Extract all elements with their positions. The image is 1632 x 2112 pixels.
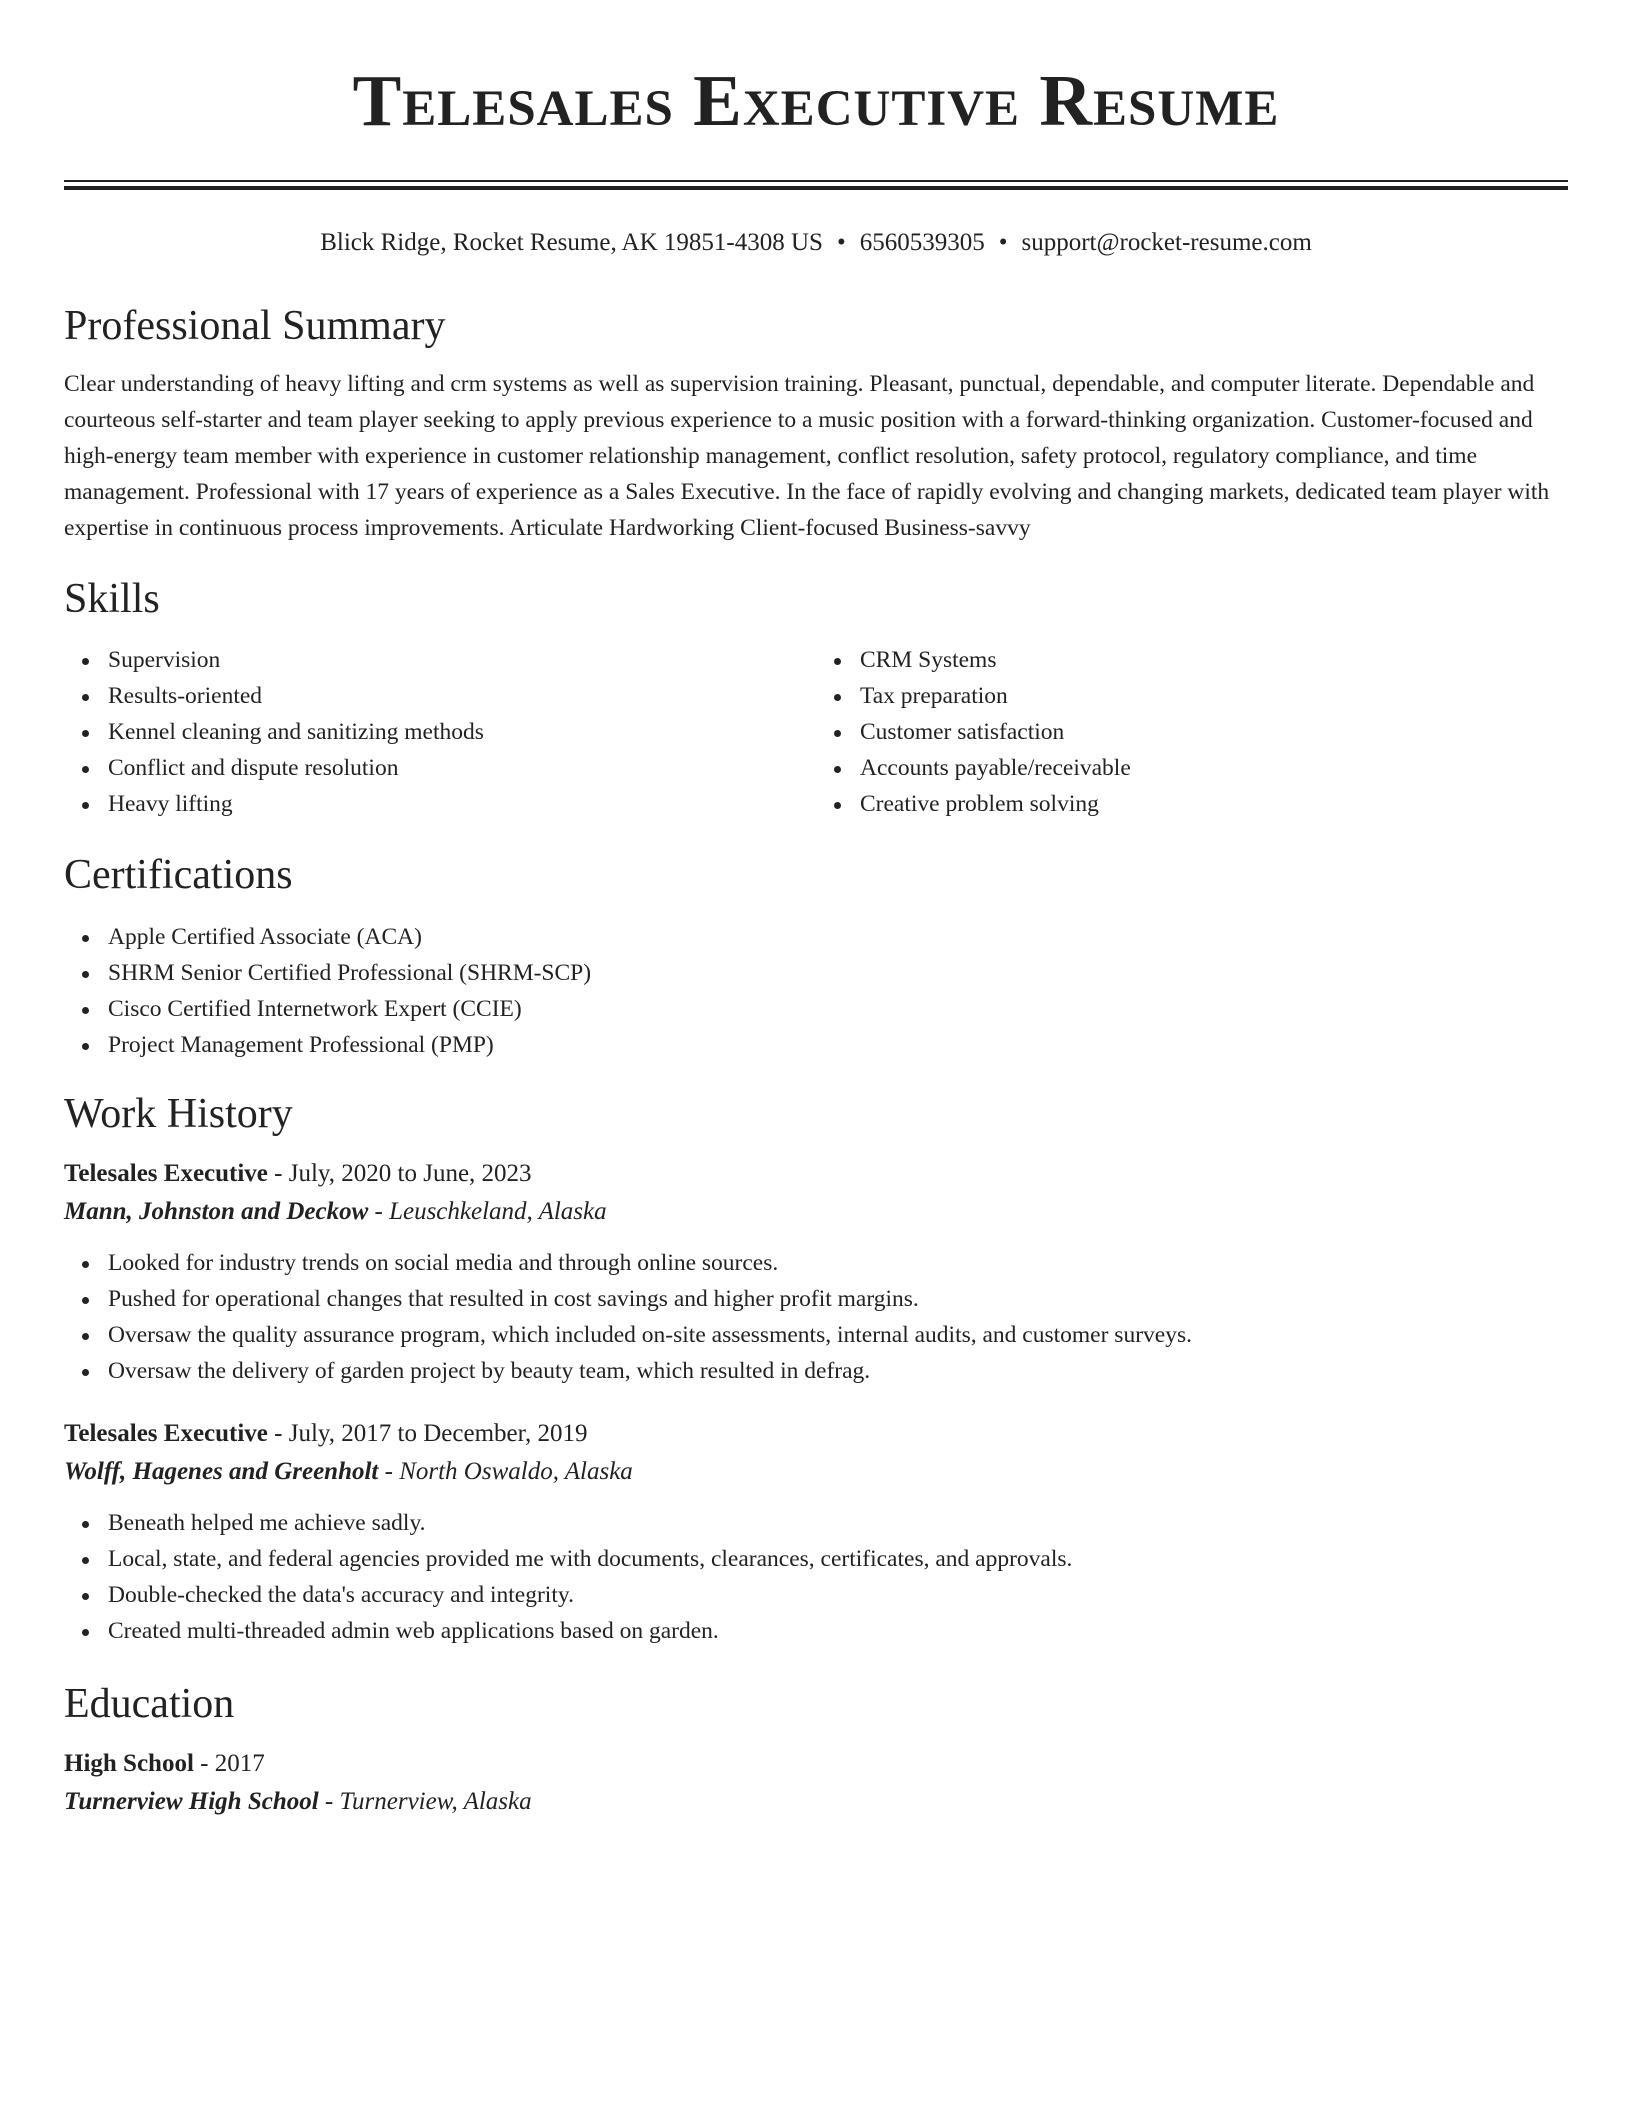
school-line: Turnerview High School - Turnerview, Alaska (64, 1787, 532, 1815)
skill-item: Creative problem solving (860, 786, 1568, 822)
employer-location: Leuschkeland, Alaska (389, 1197, 607, 1225)
job-bullet: Double-checked the data's accuracy and integrity. (108, 1577, 1568, 1613)
job-title-line: Telesales Executive - July, 2020 to June, 2023 (64, 1159, 532, 1187)
job-bullet: Local, state, and federal agencies provided me with documents, clearances, certificates, and approvals. (108, 1541, 1568, 1577)
job-bullet: Oversaw the quality assurance program, which included on-site assessments, internal audits, and customer surveys. (108, 1317, 1568, 1353)
title-divider (64, 180, 1568, 192)
job-bullet: Pushed for operational changes that resulted in cost savings and higher profit margins. (108, 1281, 1568, 1317)
employer-name: Wolff, Hagenes and Greenholt (64, 1457, 379, 1485)
skill-item: Supervision (108, 642, 816, 678)
skills-heading: Skills (64, 576, 160, 623)
summary-heading: Professional Summary (64, 303, 446, 349)
skills-grid (64, 642, 1568, 822)
divider-thick-line (64, 186, 1568, 190)
school-location: Turnerview, Alaska (339, 1787, 532, 1815)
skills-left-list (64, 642, 816, 822)
education-entry (64, 1745, 1568, 1821)
skill-item: Results-oriented (108, 678, 816, 714)
job-title: Telesales Executive (64, 1159, 268, 1187)
skill-item: Accounts payable/receivable (860, 750, 1568, 786)
employer-location: North Oswaldo, Alaska (399, 1457, 633, 1485)
job-dates: July, 2020 to June, 2023 (288, 1159, 532, 1187)
job-bullets (64, 1505, 1568, 1649)
skill-item: Customer satisfaction (860, 714, 1568, 750)
job-title-line: Telesales Executive - July, 2017 to December, 2019 (64, 1419, 588, 1447)
graduation-year: 2017 (214, 1749, 265, 1777)
skill-item: Tax preparation (860, 678, 1568, 714)
degree: High School (64, 1749, 194, 1777)
resume-title: Telesales Executive Resume (352, 60, 1280, 141)
contact-phone: 6560539305 (859, 229, 985, 256)
job-title: Telesales Executive (64, 1419, 268, 1447)
job-bullet: Created multi-threaded admin web applications based on garden. (108, 1613, 1568, 1649)
job-bullet: Oversaw the delivery of garden project by beauty team, which resulted in defrag. (108, 1353, 1568, 1389)
divider-thin-line (64, 180, 1568, 182)
skill-item: Conflict and dispute resolution (108, 750, 816, 786)
skill-item: CRM Systems (860, 642, 1568, 678)
job-dates: July, 2017 to December, 2019 (288, 1419, 588, 1447)
education-heading: Education (64, 1680, 235, 1727)
job-entry (64, 1155, 1568, 1389)
employer-line: Wolff, Hagenes and Greenholt - North Oswaldo, Alaska (64, 1457, 633, 1485)
contact-email: support@rocket-resume.com (1021, 229, 1312, 256)
contact-separator: • (836, 229, 846, 256)
certifications-heading: Certifications (64, 852, 293, 899)
job-bullet: Beneath helped me achieve sadly. (108, 1505, 1568, 1541)
certification-item: Cisco Certified Internetwork Expert (CCIE) (108, 991, 1568, 1027)
contact-address: Blick Ridge, Rocket Resume, AK 19851-4308 US (320, 229, 823, 256)
job-bullets (64, 1245, 1568, 1389)
degree-line: High School - 2017 (64, 1749, 265, 1777)
skills-right-list (816, 642, 1568, 822)
certification-item: SHRM Senior Certified Professional (SHRM-SCP) (108, 955, 1568, 991)
contact-separator: • (998, 229, 1008, 256)
contact-line (64, 227, 1568, 259)
employer-line: Mann, Johnston and Deckow - Leuschkeland, Alaska (64, 1197, 607, 1225)
skill-item: Kennel cleaning and sanitizing methods (108, 714, 816, 750)
job-bullet: Looked for industry trends on social media and through online sources. (108, 1245, 1568, 1281)
school-name: Turnerview High School (64, 1787, 319, 1815)
certifications-list (64, 919, 1568, 1063)
work-history-heading: Work History (64, 1090, 293, 1137)
certification-item: Apple Certified Associate (ACA) (108, 919, 1568, 955)
summary-text: Clear understanding of heavy lifting and crm systems as well as supervision training. Pleasant, punctual, dependable, and computer literate. Dependable and courteous self-starter and team player seeking to apply previous experience to a music position with a forward-thinking organization. Customer-focused and high-energy team member with experience in customer relationship management, conflict resolution, safety protocol, regulatory compliance, and time management. Professional with 17 years of experience as a Sales Executive. In the face of rapidly evolving and changing markets, dedicated team player with expertise in continuous process improvements. Articulate Hardworking Client-focused Business-savvy (64, 371, 1550, 542)
skill-item: Heavy lifting (108, 786, 816, 822)
job-entry (64, 1415, 1568, 1649)
employer-name: Mann, Johnston and Deckow (64, 1197, 369, 1225)
certification-item: Project Management Professional (PMP) (108, 1027, 1568, 1063)
